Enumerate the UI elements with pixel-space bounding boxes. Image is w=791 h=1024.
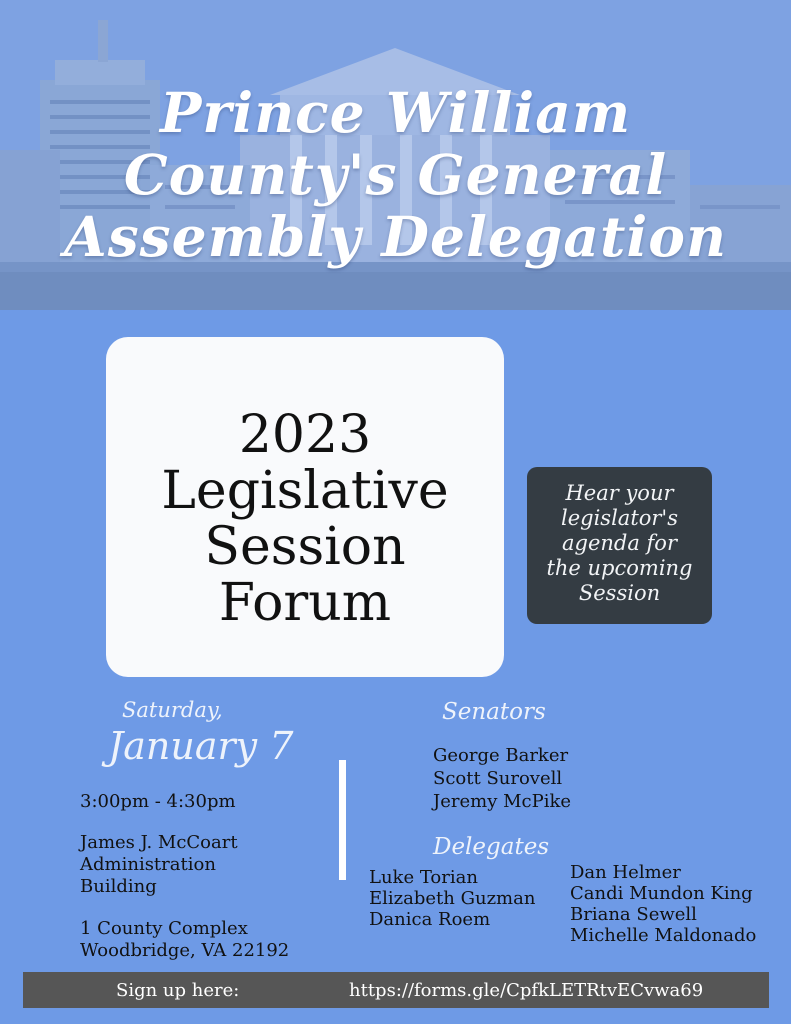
signup-bar [23, 972, 769, 1008]
senators-heading: Senators [442, 699, 546, 725]
forum-title-line: 2023 [238, 405, 372, 465]
agenda-line: the upcoming [546, 556, 693, 580]
delegates-list-left [369, 867, 535, 930]
delegate-name: Luke Torian [369, 867, 478, 888]
event-venue [80, 832, 238, 898]
event-address [80, 918, 289, 962]
agenda-line: agenda for [561, 531, 677, 555]
signup-label: Sign up here: [116, 980, 240, 1001]
agenda-line: legislator's [561, 506, 678, 530]
delegate-name: Michelle Maldonado [570, 925, 757, 946]
agenda-callout [527, 467, 712, 624]
header-title-line: Prince William [159, 80, 632, 145]
address-line: Woodbridge, VA 22192 [80, 940, 290, 961]
venue-line: Building [80, 876, 157, 897]
forum-title-line: Legislative [161, 461, 449, 521]
senator-name: Scott Surovell [433, 768, 563, 789]
delegate-name: Candi Mundon King [570, 883, 753, 904]
forum-title-card [106, 337, 504, 677]
senators-list [433, 744, 571, 813]
signup-link[interactable]: https://forms.gle/CpfkLETRtvECvwa69 [349, 980, 704, 1001]
header-title-line: County's General [123, 142, 668, 207]
delegate-name: Briana Sewell [570, 904, 697, 925]
header-title-line: Assembly Delegation [64, 204, 727, 269]
venue-line: James J. McCoart [80, 832, 238, 853]
agenda-line: Hear your [565, 481, 674, 505]
header-photo-banner [0, 0, 791, 310]
event-date: January 7 [108, 724, 294, 768]
delegate-name: Danica Roem [369, 909, 491, 930]
vertical-divider [339, 760, 346, 880]
delegate-name: Dan Helmer [570, 862, 681, 883]
delegates-list-right [570, 862, 756, 946]
forum-title-line: Forum [218, 573, 392, 633]
forum-title [106, 407, 504, 631]
event-time: 3:00pm - 4:30pm [80, 791, 236, 812]
event-day: Saturday, [122, 698, 223, 722]
forum-title-line: Session [204, 517, 406, 577]
agenda-line: Session [578, 581, 661, 605]
address-line: 1 County Complex [80, 918, 248, 939]
venue-line: Administration [80, 854, 216, 875]
senator-name: George Barker [433, 745, 569, 766]
delegate-name: Elizabeth Guzman [369, 888, 536, 909]
delegates-heading: Delegates [433, 834, 550, 860]
header-title [0, 82, 791, 268]
senator-name: Jeremy McPike [433, 791, 572, 812]
